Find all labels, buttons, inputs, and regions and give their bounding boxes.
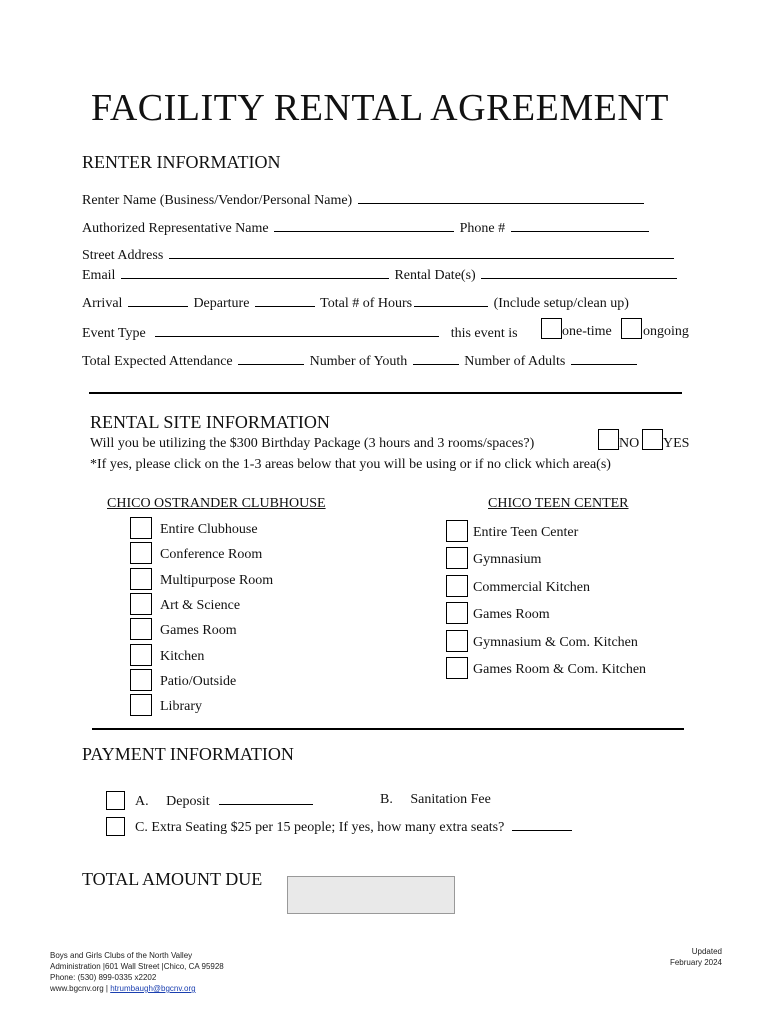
- clubhouse-item-label: Patio/Outside: [160, 673, 237, 689]
- street-row: [82, 246, 676, 264]
- clubhouse-item-label: Games Room: [160, 623, 237, 639]
- arrival-label: Arrival: [82, 296, 123, 311]
- footer-contact: [50, 950, 224, 994]
- footer-website: www.bgcnv.org: [50, 984, 104, 993]
- adults-label: Number of Adults: [464, 354, 566, 369]
- street-field[interactable]: [169, 246, 674, 259]
- street-label: Street Address: [82, 248, 164, 263]
- clubhouse-heading: CHICO OSTRANDER CLUBHOUSE: [107, 496, 326, 511]
- sanitation-letter: B.: [380, 792, 393, 807]
- birthday-yes-checkbox[interactable]: [642, 429, 663, 450]
- divider-2: [92, 728, 684, 730]
- birthday-yes-label: YES: [663, 436, 690, 451]
- footer-web-row: www.bgcnv.org | htrumbaugh@bgcnv.org: [50, 984, 196, 993]
- sanitation-row: [380, 792, 491, 808]
- footer-email-link[interactable]: htrumbaugh@bgcnv.org: [110, 984, 196, 993]
- attendance-label: Total Expected Attendance: [82, 354, 233, 369]
- clubhouse-item-checkbox[interactable]: [130, 593, 152, 615]
- payment-heading: PAYMENT INFORMATION: [82, 744, 294, 764]
- clubhouse-item-checkbox[interactable]: [130, 618, 152, 640]
- footer-org: Boys and Girls Clubs of the North Valley: [50, 951, 193, 960]
- teen-item-label: Gymnasium & Com. Kitchen: [473, 634, 638, 650]
- arrival-row: [82, 294, 629, 312]
- footer-city: Chico, CA 95928: [163, 962, 224, 971]
- deposit-label: Deposit: [166, 794, 210, 809]
- attendance-row: [82, 352, 639, 370]
- site-note: *If yes, please click on the 1-3 areas below that you will be using or if no click which area(s): [90, 457, 611, 472]
- dates-field[interactable]: [481, 266, 677, 279]
- renter-name-row: [82, 191, 646, 209]
- birthday-question: Will you be utilizing the $300 Birthday Package (3 hours and 3 rooms/spaces?): [90, 436, 535, 451]
- clubhouse-item-label: Entire Clubhouse: [160, 522, 258, 537]
- renter-heading: RENTER INFORMATION: [82, 152, 281, 172]
- teen-item-checkbox[interactable]: [446, 630, 468, 652]
- rep-field[interactable]: [274, 219, 454, 232]
- youth-label: Number of Youth: [309, 354, 408, 369]
- teen-item-checkbox[interactable]: [446, 520, 468, 542]
- teen-item-checkbox[interactable]: [446, 575, 468, 597]
- one-time-checkbox[interactable]: [541, 318, 562, 339]
- footer-phone: Phone: (530) 899-0335 x2202: [50, 973, 157, 982]
- hours-note: (Include setup/clean up): [493, 296, 629, 311]
- event-type-label: Event Type: [82, 326, 146, 341]
- clubhouse-item-checkbox[interactable]: [130, 568, 152, 590]
- teen-item-label: Gymnasium: [473, 552, 542, 568]
- birthday-no-checkbox[interactable]: [598, 429, 619, 450]
- extra-seating-checkbox[interactable]: [106, 817, 125, 836]
- email-field[interactable]: [121, 266, 389, 279]
- teen-heading: CHICO TEEN CENTER: [488, 496, 629, 511]
- teen-item-label: Entire Teen Center: [473, 525, 579, 540]
- departure-field[interactable]: [255, 294, 315, 307]
- teen-item-checkbox[interactable]: [446, 547, 468, 569]
- adults-field[interactable]: [571, 352, 637, 365]
- extra-seating-label: C. Extra Seating $25 per 15 people; If yes, how many extra seats?: [135, 820, 505, 835]
- total-label: TOTAL AMOUNT DUE: [82, 869, 263, 889]
- sanitation-label: Sanitation Fee: [410, 792, 491, 807]
- renter-name-field[interactable]: [358, 191, 644, 204]
- footer-updated: [670, 946, 722, 968]
- page-title: FACILITY RENTAL AGREEMENT: [91, 87, 669, 129]
- divider-1: [89, 392, 682, 394]
- teen-item-label: Games Room & Com. Kitchen: [473, 662, 647, 677]
- hours-label: Total # of Hours: [320, 296, 413, 311]
- ongoing-label: ongoing: [643, 324, 689, 339]
- clubhouse-item-label: Library: [160, 699, 202, 715]
- attendance-field[interactable]: [238, 352, 304, 365]
- clubhouse-item-checkbox[interactable]: [130, 694, 152, 716]
- teen-item-checkbox[interactable]: [446, 602, 468, 624]
- teen-item-label: Commercial Kitchen: [473, 579, 591, 595]
- clubhouse-item-label: Multipurpose Room: [160, 572, 274, 588]
- email-row: [82, 266, 679, 284]
- hours-field[interactable]: [414, 294, 488, 307]
- clubhouse-item-checkbox[interactable]: [130, 542, 152, 564]
- deposit-row: [135, 792, 315, 810]
- renter-name-label: Renter Name (Business/Vendor/Personal Name): [82, 193, 353, 208]
- deposit-field[interactable]: [219, 792, 313, 805]
- youth-field[interactable]: [413, 352, 459, 365]
- rep-label: Authorized Representative Name: [82, 221, 269, 236]
- event-type-field[interactable]: [155, 324, 439, 337]
- clubhouse-item-checkbox[interactable]: [130, 669, 152, 691]
- updated-label: Updated: [691, 947, 722, 956]
- phone-field[interactable]: [511, 219, 649, 232]
- one-time-label: one-time: [562, 324, 612, 339]
- dates-label: Rental Date(s): [394, 268, 476, 283]
- rep-row: [82, 219, 651, 237]
- deposit-letter: A.: [135, 794, 149, 809]
- clubhouse-item-checkbox[interactable]: [130, 517, 152, 539]
- event-type-row: [82, 324, 518, 342]
- clubhouse-item-label: Kitchen: [160, 648, 205, 664]
- updated-date: February 2024: [669, 958, 722, 967]
- clubhouse-item-checkbox[interactable]: [130, 644, 152, 666]
- birthday-no-label: NO: [619, 436, 640, 451]
- footer-street: 601 Wall Street: [105, 962, 160, 971]
- clubhouse-item-label: Art & Science: [160, 597, 241, 613]
- email-label: Email: [82, 268, 116, 283]
- site-heading: RENTAL SITE INFORMATION: [90, 412, 330, 432]
- teen-item-checkbox[interactable]: [446, 657, 468, 679]
- extra-seating-row: [135, 818, 574, 836]
- phone-label: Phone #: [459, 221, 506, 236]
- event-is-label: this event is: [450, 326, 518, 341]
- footer-address: Administration |601 Wall Street |Chico, CA 95928: [50, 962, 224, 971]
- deposit-checkbox[interactable]: [106, 791, 125, 810]
- clubhouse-item-label: Conference Room: [160, 547, 263, 563]
- departure-label: Departure: [193, 296, 250, 311]
- arrival-field[interactable]: [128, 294, 188, 307]
- teen-item-label: Games Room: [473, 607, 550, 623]
- footer-admin: Administration: [50, 962, 101, 971]
- ongoing-checkbox[interactable]: [621, 318, 642, 339]
- extra-seats-field[interactable]: [512, 818, 572, 831]
- total-amount-input[interactable]: [287, 876, 455, 914]
